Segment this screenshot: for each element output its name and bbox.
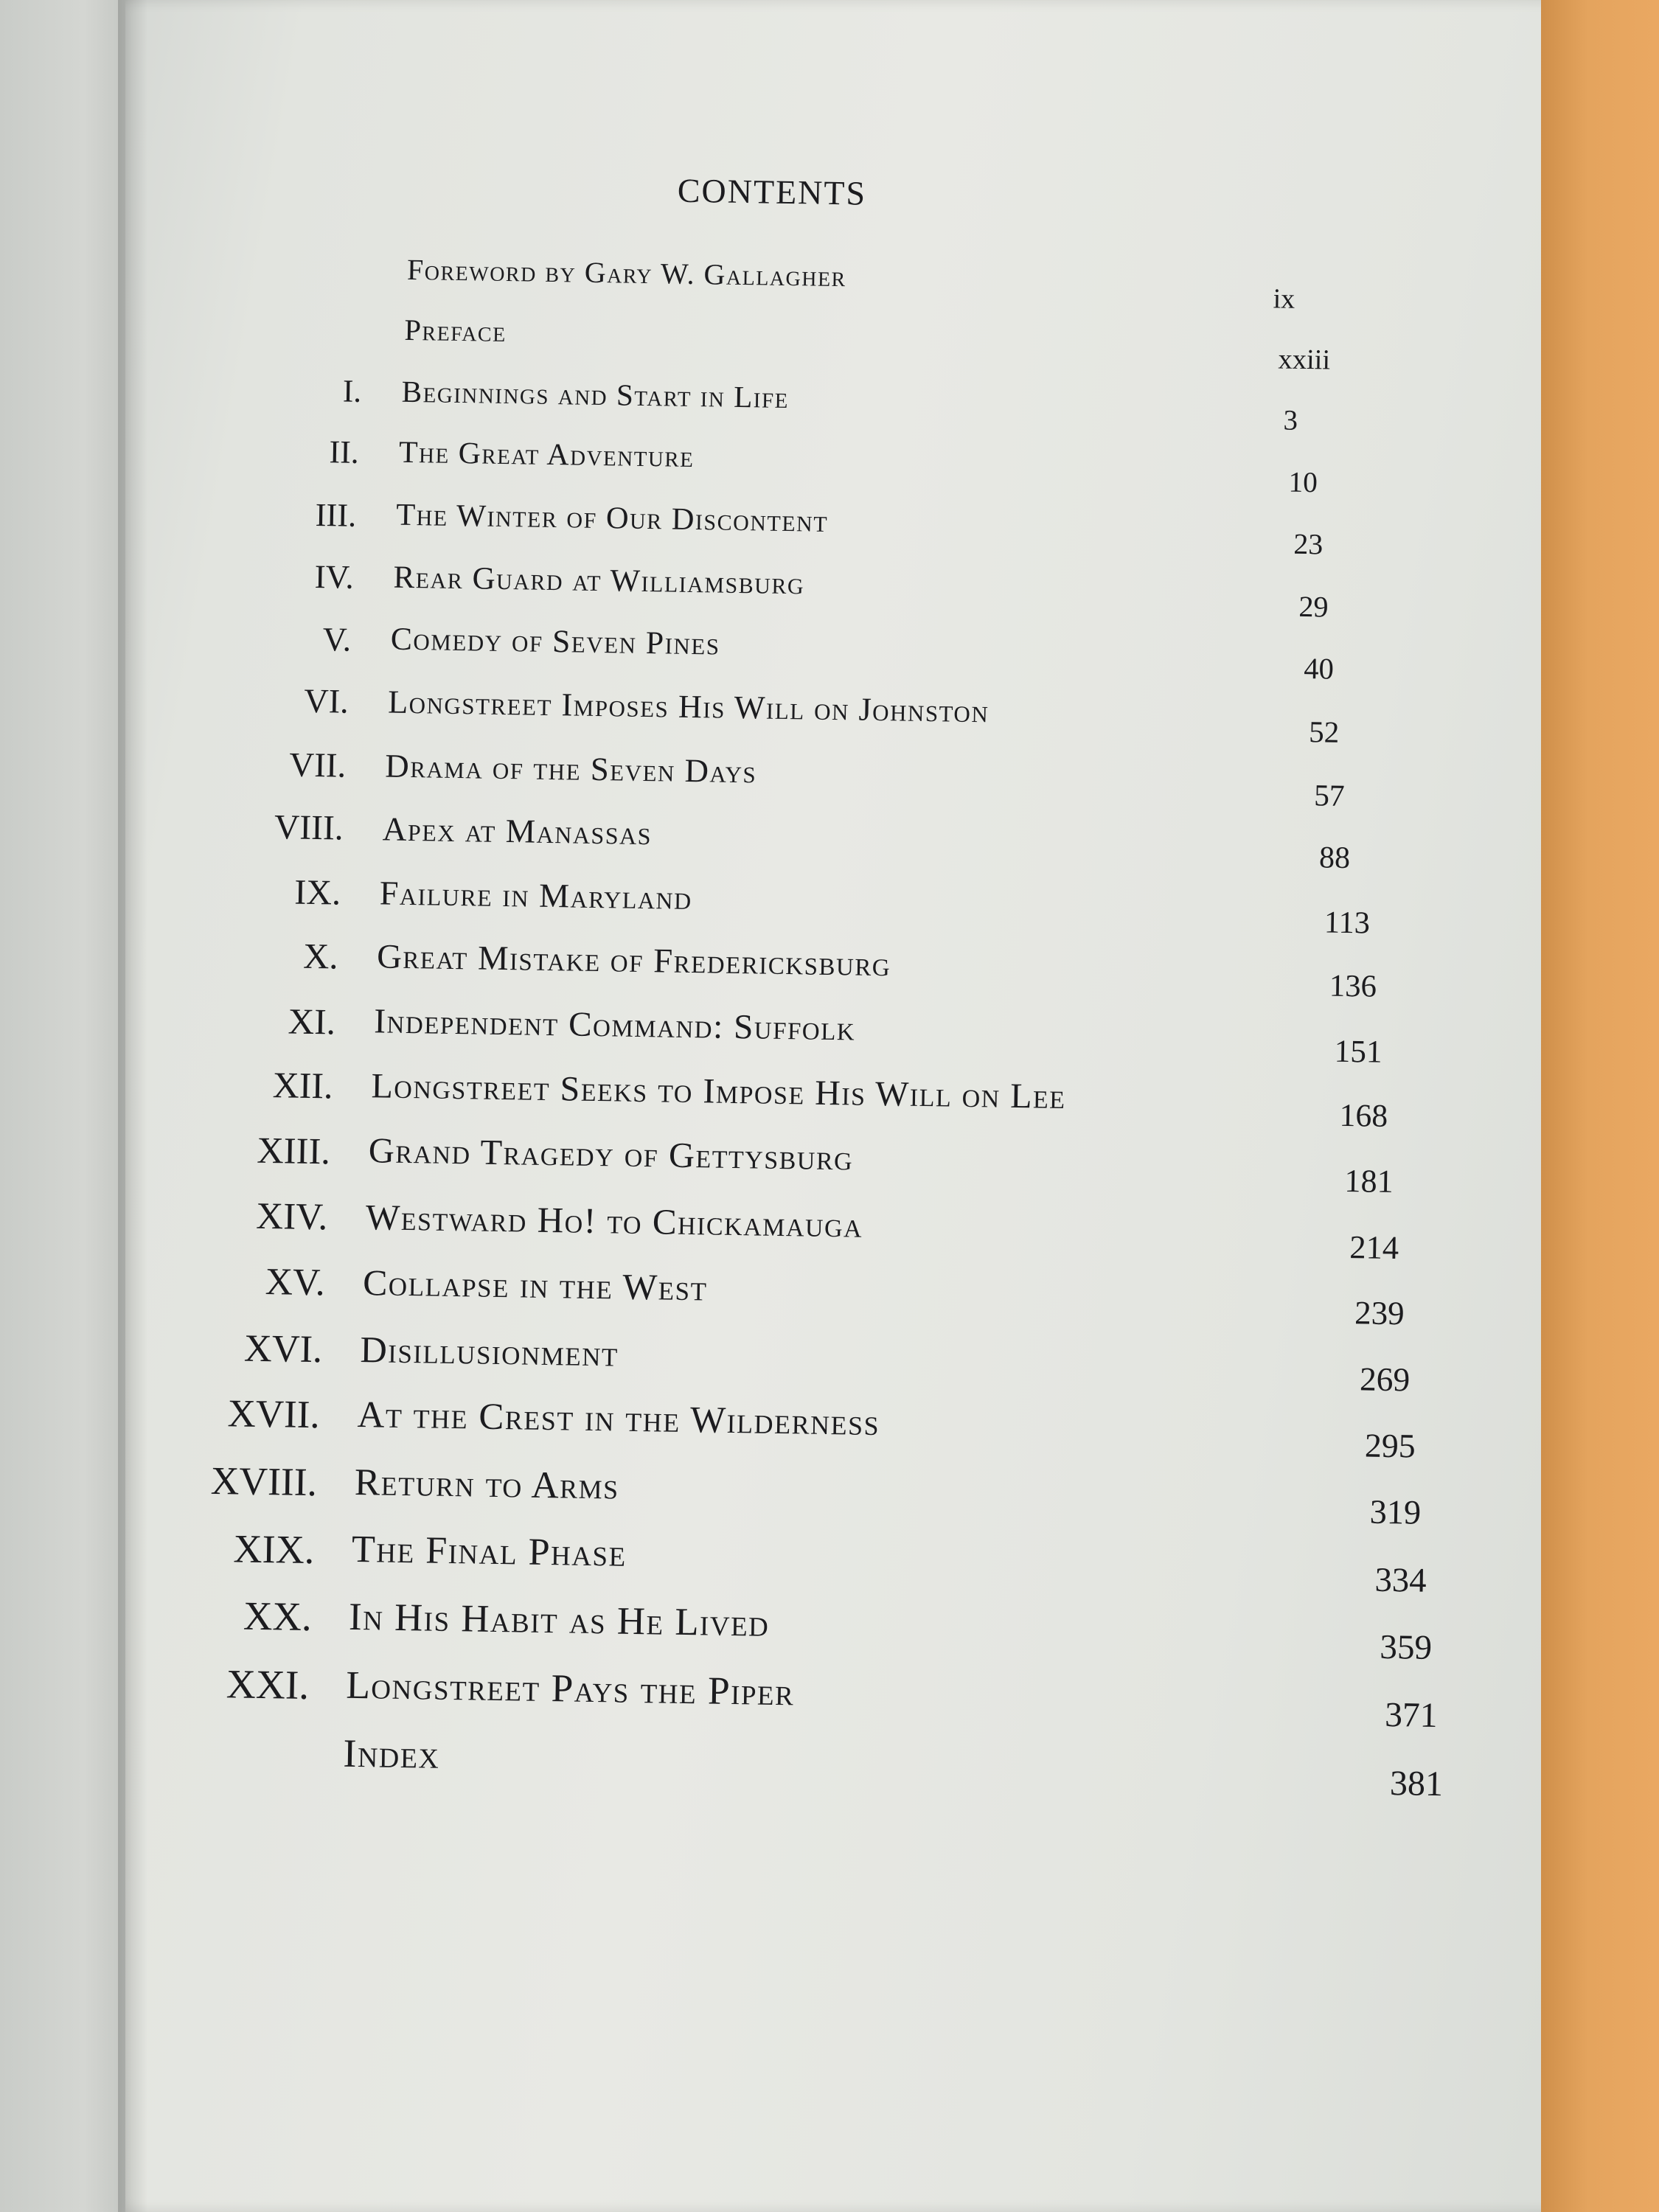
chapter-numeral: X.	[302, 936, 338, 977]
page-number: 214	[1349, 1228, 1399, 1267]
chapter-numeral: XVI.	[243, 1326, 323, 1371]
page-number: 319	[1369, 1493, 1422, 1532]
background-surface	[1541, 0, 1659, 2212]
page-number: 334	[1374, 1560, 1427, 1600]
chapter-title: Drama of the Seven Days	[385, 747, 757, 790]
chapter-numeral: XII.	[272, 1065, 333, 1107]
chapter-title: Rear Guard at Williamsburg	[393, 560, 805, 602]
chapter-numeral: VIII.	[274, 808, 344, 848]
page-number: 40	[1303, 652, 1335, 686]
chapter-title: Failure in Maryland	[379, 874, 693, 917]
chapter-title: Longstreet Seeks to Impose His Will on Lee	[371, 1066, 1066, 1117]
chapter-numeral: IV.	[314, 557, 355, 596]
page-number: 3	[1283, 404, 1298, 437]
chapter-title: Beginnings and Start in Life	[401, 374, 790, 414]
page-number: 113	[1324, 905, 1371, 941]
chapter-numeral: VII.	[289, 745, 347, 785]
page-number: 381	[1389, 1764, 1444, 1804]
page-number: 136	[1329, 969, 1377, 1005]
chapter-title: Preface	[404, 313, 507, 349]
chapter-title: Westward Ho! to Chickamauga	[365, 1197, 863, 1245]
page-number: 10	[1288, 465, 1318, 499]
chapter-title: Great Mistake of Fredericksburg	[376, 937, 891, 984]
chapter-title: Collapse in the West	[362, 1262, 708, 1309]
chapter-title: Return to Arms	[354, 1461, 620, 1508]
chapter-title: The Great Adventure	[398, 435, 695, 475]
chapter-numeral: XI.	[288, 1001, 336, 1043]
chapter-title: Apex at Manassas	[382, 810, 653, 852]
chapter-title: Comedy of Seven Pines	[390, 621, 720, 662]
chapter-title: Grand Tragedy of Gettysburg	[368, 1131, 854, 1178]
chapter-numeral: XV.	[265, 1261, 326, 1304]
page-number: 151	[1334, 1033, 1382, 1070]
page-number: 57	[1313, 777, 1345, 813]
page-number: 52	[1308, 714, 1340, 749]
chapter-numeral: XIII.	[256, 1130, 331, 1172]
page-number: 168	[1339, 1098, 1388, 1135]
chapter-numeral: XVIII.	[210, 1458, 318, 1505]
chapter-title: Disillusionment	[360, 1328, 619, 1374]
chapter-title: In His Habit as He Lived	[348, 1595, 770, 1645]
page-number: 23	[1293, 527, 1324, 561]
chapter-numeral: I.	[342, 373, 362, 409]
chapter-numeral: XIX.	[233, 1526, 315, 1572]
page-number: 371	[1384, 1695, 1438, 1735]
chapter-numeral: XXI.	[226, 1661, 310, 1708]
contents-heading: CONTENTS	[677, 171, 867, 212]
chapter-numeral: III.	[315, 495, 357, 534]
page-number: 269	[1359, 1360, 1411, 1398]
chapter-numeral: XIV.	[255, 1194, 328, 1239]
chapter-title: Longstreet Imposes His Will on Johnston	[387, 684, 990, 730]
page-number: xxiii	[1278, 344, 1331, 376]
page-number: 359	[1380, 1627, 1433, 1667]
page-number: 239	[1354, 1294, 1405, 1332]
chapter-title: The Final Phase	[351, 1528, 627, 1575]
page-number: ix	[1273, 283, 1295, 315]
chapter-title: The Winter of Our Discontent	[395, 497, 829, 539]
chapter-numeral: XVII.	[227, 1392, 321, 1437]
page-number: 181	[1344, 1163, 1394, 1200]
page-number: 29	[1298, 589, 1329, 624]
chapter-numeral: VI.	[303, 682, 349, 721]
chapter-numeral: XX.	[243, 1593, 313, 1640]
chapter-numeral: IX.	[293, 872, 341, 913]
chapter-title: Longstreet Pays the Piper	[345, 1662, 795, 1714]
chapter-title: Index	[343, 1731, 441, 1777]
chapter-numeral: II.	[329, 434, 360, 470]
chapter-title: Independent Command: Suffolk	[374, 1001, 856, 1048]
chapter-title: At the Crest in the Wilderness	[357, 1394, 880, 1444]
chapter-numeral: V.	[322, 620, 352, 658]
page-number: 88	[1318, 841, 1351, 876]
page-number: 295	[1364, 1426, 1416, 1466]
chapter-title: Foreword by Gary W. Gallagher	[406, 252, 847, 293]
